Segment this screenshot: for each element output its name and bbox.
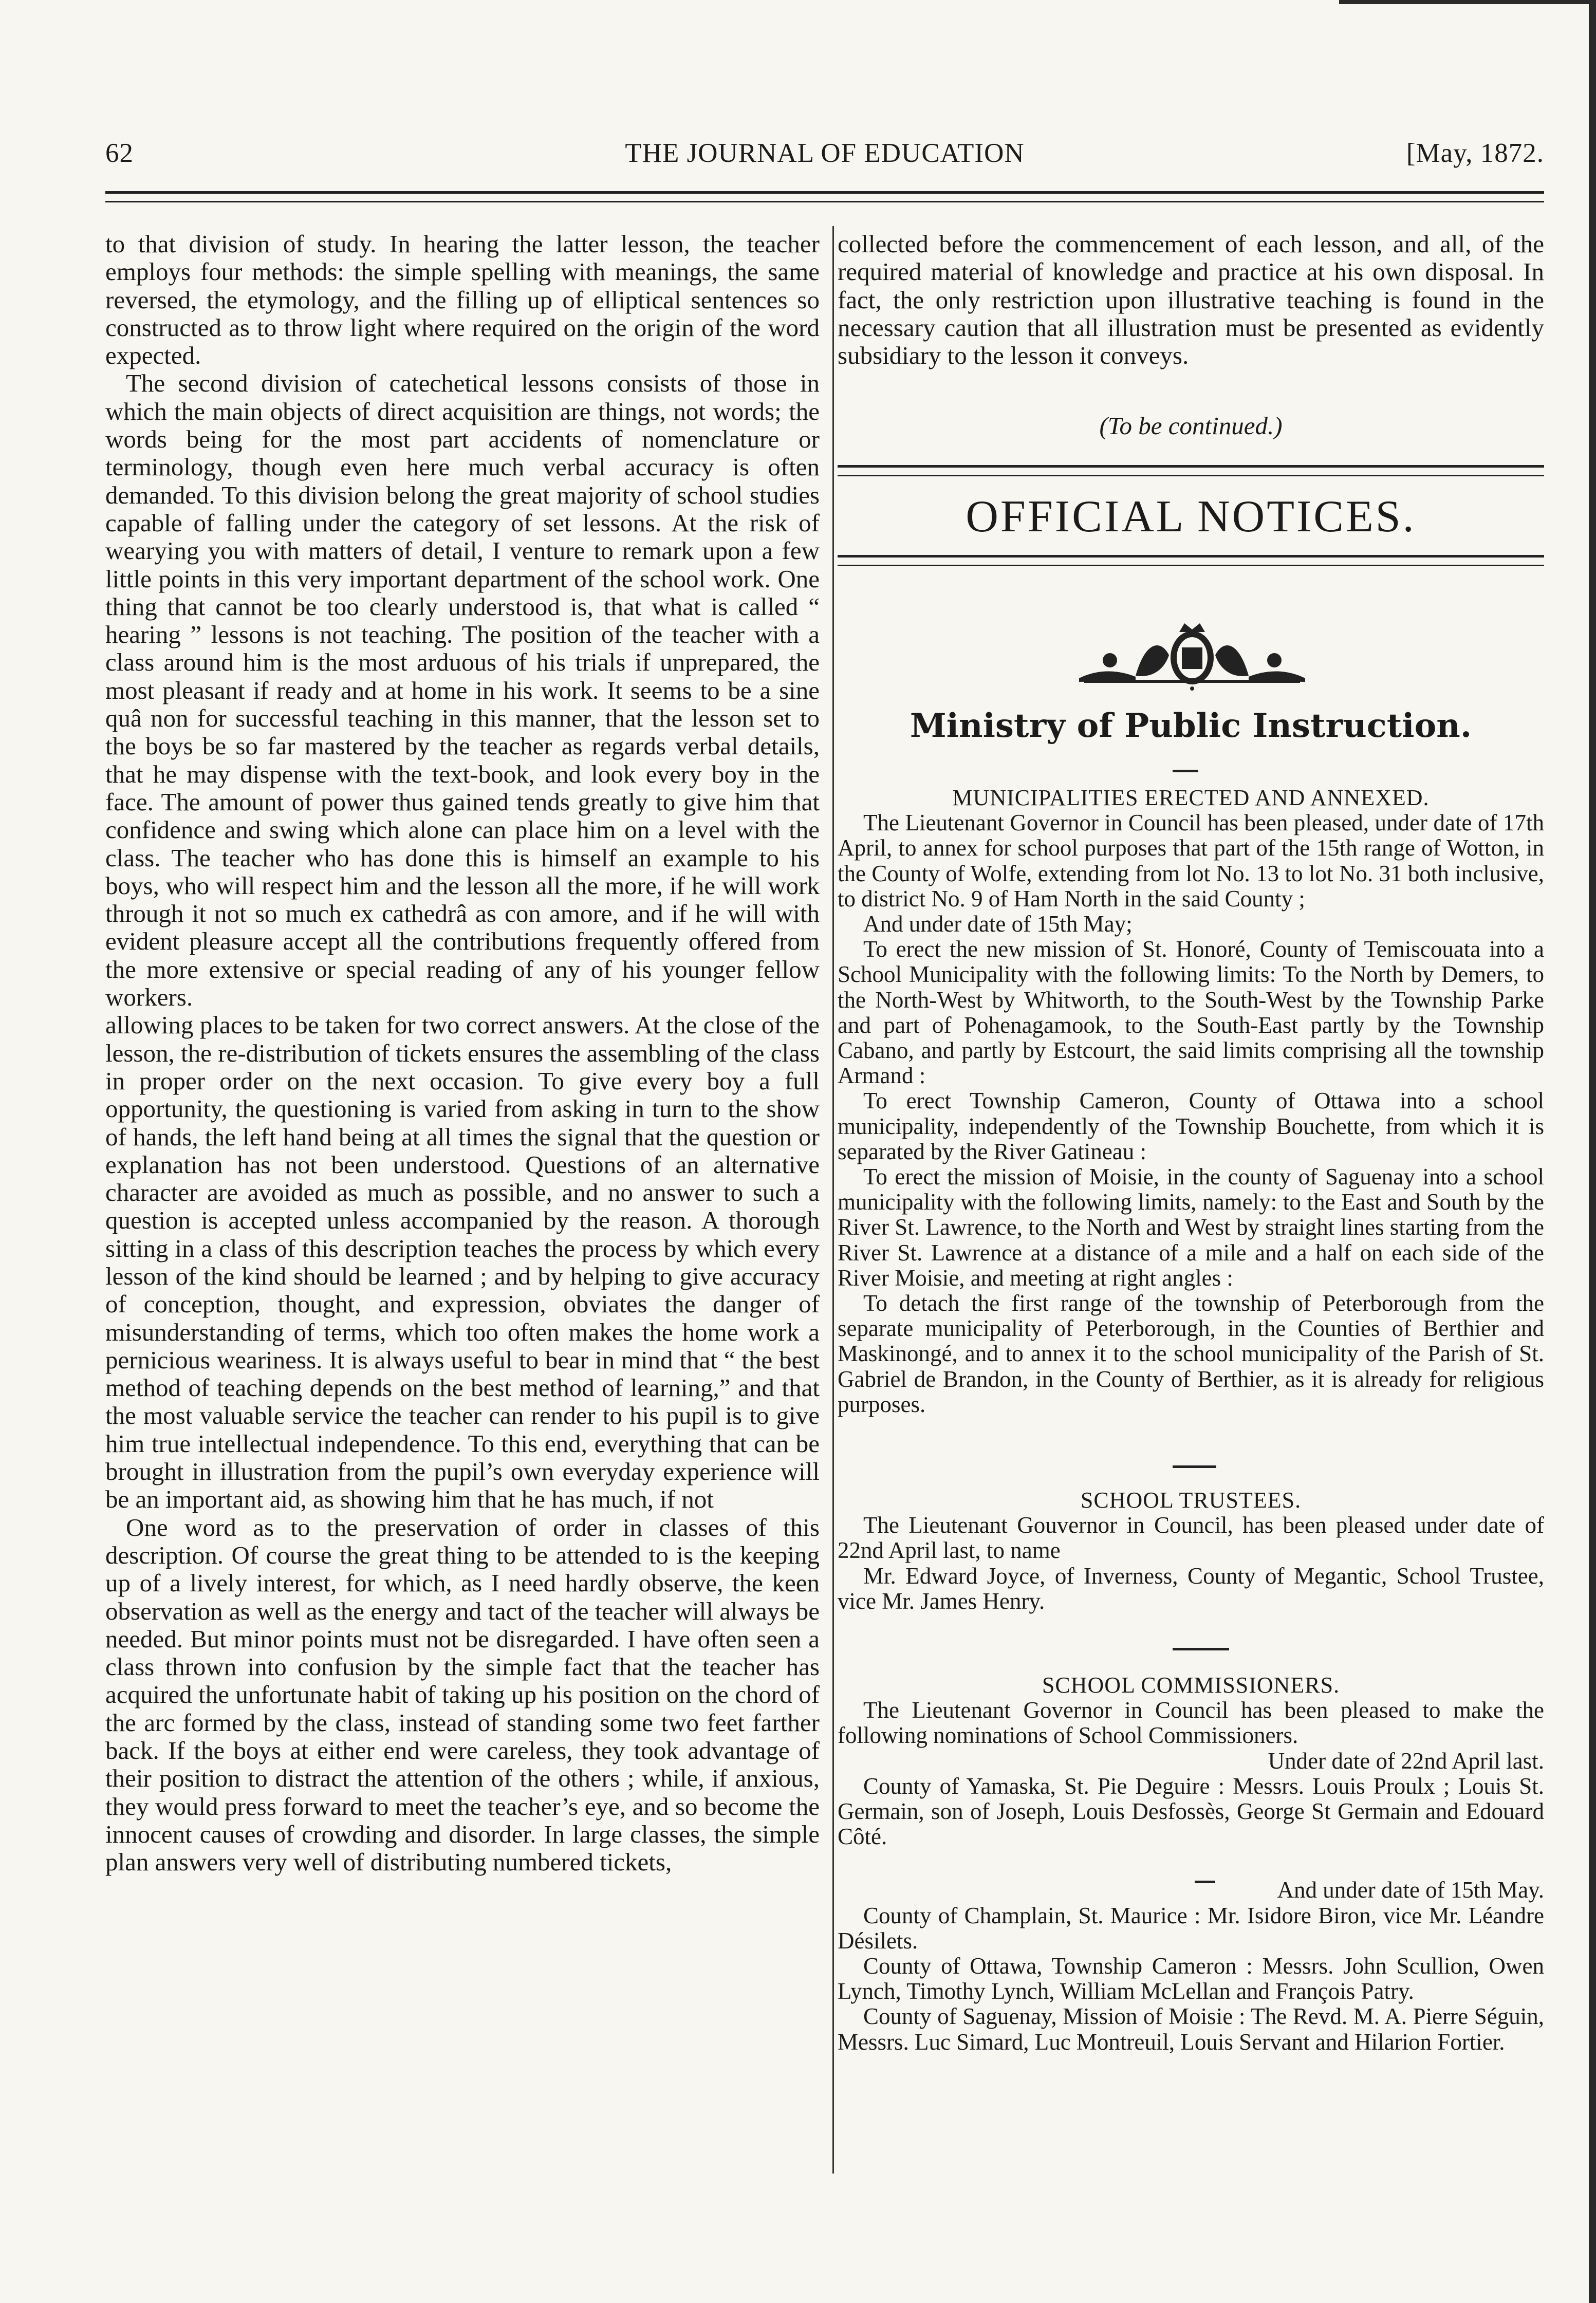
short-divider [1173, 1648, 1229, 1650]
notice-paragraph: Mr. Edward Joyce, of Inverness, County of Megantic, School Trustee, vice Mr. James Henry. [838, 1563, 1544, 1614]
official-notices-heading: OFFICIAL NOTICES. [966, 492, 1416, 542]
notice-paragraph: To erect the new mission of St. Honoré, County of Temiscouata into a School Municipality with the following limits: To the North by Demers, to the North-West by Whitworth, to the South-West by the Township Parke and part of Pohenagamook, to the South-East partly by the Township Cabano, and partly by Estcourt, the said limits comprising all the township Armand : [838, 936, 1544, 1089]
notice-paragraph: The Lieutenant Gouvernor in Council, has been pleased under date of 22nd April last, to name [838, 1512, 1544, 1564]
notice-paragraph: County of Champlain, St. Maurice : Mr. Isidore Biron, vice Mr. Léandre Désilets. [838, 1902, 1544, 1954]
header-rule [105, 191, 1544, 202]
notice-paragraph: To detach the first range of the township of Peterborough from the separate municipality of Peterborough, in the Counties of Berthier and Maskinongé, and to annex it to the school municipality of the Parish of St. Gabriel de Brandon, in the County of Berthier, as it is already for religious purposes. [838, 1290, 1544, 1417]
section-rule [838, 465, 1544, 476]
issue-date: [May, 1872. [1406, 138, 1544, 168]
royal-coat-of-arms-icon [1059, 619, 1326, 691]
trustees-section [838, 1488, 1544, 1614]
notice-paragraph: County of Yamaska, St. Pie Deguire : Messrs. Louis Proulx ; Louis St. Germain, son of Joseph, Louis Desfossès, George St Germain and Edouard Côté. [838, 1773, 1544, 1850]
running-header [105, 138, 1544, 179]
short-divider [1173, 1465, 1216, 1468]
column-divider [832, 226, 834, 2174]
commissioners-heading: SCHOOL COMMISSIONERS. [1042, 1673, 1340, 1698]
left-paragraph: to that division of study. In hearing the latter lesson, the teacher employs four methods: the simple spelling with meanings, the same reversed, the etymology, and the filling up of elliptical sentences so constructed as to throw light where required on the origin of the word expected. [105, 230, 820, 370]
municipalities-heading: MUNICIPALITIES ERECTED AND ANNEXED. [952, 785, 1430, 810]
right-column-intro [838, 230, 1544, 369]
left-column [105, 230, 820, 2178]
notice-paragraph: The Lieutenant Governor in Council has been pleased to make the following nominations of School Commissioners. [838, 1697, 1544, 1749]
trustees-heading: SCHOOL TRUSTEES. [1080, 1488, 1302, 1513]
notice-paragraph: County of Ottawa, Township Cameron : Messrs. John Scullion, Owen Lynch, Timothy Lynch, William McLellan and François Patry. [838, 1953, 1544, 2004]
short-divider [1195, 1881, 1215, 1883]
commissioners-section [838, 1673, 1544, 2055]
section-rule [838, 555, 1544, 566]
continuation-paragraph: collected before the commencement of each lesson, and all, of the required material of knowledge and practice at his own disposal. In fact, the only restriction upon illustrative teaching is found in the necessary caution that all illustration must be presented as evidently subsidiary to the lesson it conveys. [838, 230, 1544, 370]
left-paragraph: One word as to the preservation of order in classes of this description. Of course the great thing to be attended to is the keeping up of a lively interest, for which, as I need hardly observe, the keen observation as well as the energy and tact of the teacher will always be needed. But minor points must not be disregarded. I have often seen a class thrown into confusion by the simple fact that the teacher has acquired the unfortunate habit of taking up his position on the chord of the arc formed by the class, instead of standing some two feet farther back. If the boys at either end were careless, they took advantage of their position to distract the attention of the others ; while, if anxious, they would press forward to meet the teacher’s eye, and so become the innocent causes of crowding and disorder. In large classes, the simple plan answers very well of distributing numbered tickets, [105, 1513, 820, 1877]
ministry-heading: Ministry of Public Instruction. [910, 707, 1472, 745]
notice-date: Under date of 22nd April last. [1268, 1748, 1544, 1774]
left-paragraph: allowing places to be taken for two correct answers. At the close of the lesson, the re-distribution of tickets ensures the assembling of the class in proper order on the next occasion. To give every boy a full opportunity, the questioning is varied from asking in turn to the show of hands, the left hand being at all times the signal that the question or explanation has not been understood. Questions of an alternative character are avoided as much as possible, and no answer to such a question is accepted unless accompanied by the reason. A thorough sitting in a class of this description teaches the process by which every lesson of the kind should be learned ; and by helping to give accuracy of conception, thought, and expression, obviates the danger of misunderstanding of terms, which too often makes the home work a pernicious weariness. It is always useful to bear in mind that “ the best method of teaching depends on the best method of learning,” and that the most valuable service the teacher can render to his pupil is to give him true intellectual independence. To this end, everything that can be brought in illustration from the pupil’s own everyday experience will be an important aid, as showing him that he has much, if not [105, 1011, 820, 1514]
notice-paragraph: County of Saguenay, Mission of Moisie : The Revd. M. A. Pierre Séguin, Messrs. Luc Simard, Luc Montreuil, Louis Servant and Hilarion Fortier. [838, 2003, 1544, 2055]
page-edge [1589, 0, 1596, 2303]
short-divider [1173, 770, 1198, 772]
notice-date: And under date of 15th May. [1277, 1877, 1544, 1903]
page-number: 62 [105, 138, 134, 168]
notice-paragraph: To erect the mission of Moisie, in the county of Saguenay into a school municipality with the following limits, namely: to the East and South by the River St. Lawrence, to the North and West by straight lines starting from the River St. Lawrence at a distance of a mile and a half on each side of the River Moisie, and meeting at right angles : [838, 1164, 1544, 1291]
page-edge-top [1339, 0, 1596, 4]
notice-paragraph: And under date of 15th May; [863, 911, 1133, 937]
journal-title: THE JOURNAL OF EDUCATION [625, 138, 1025, 168]
municipalities-section [838, 785, 1544, 1417]
left-paragraph: The second division of catechetical lessons consists of those in which the main objects of direct acquisition are things, not words; the words being for the most part accidents of nomenclature or terminology, though even here much verbal accuracy is often demanded. To this division belong the great majority of school studies capable of falling under the category of set lessons. At the risk of wearying you with matters of detail, I venture to remark upon a few little points in this very important department of the school work. One thing that cannot be too clearly understood is, that what is called “ hearing ” lessons is not teaching. The position of the teacher with a class around him is the most arduous of his trials if unprepared, the most pleasant if ready and at home in his work. It seems to be a sine quâ non for successful teaching in this manner, that the lesson set to the boys be so far mastered by the teacher as regards verbal details, that he may dispense with the text-book, and look every boy in the face. The amount of power thus gained tends greatly to give him that confidence and swing which alone can place him on a level with the class. The teacher who has done this is himself an example to his boys, who will respect him and the lesson all the more, if he will work through it not so much ex cathedrâ as con amore, and if he will with evident pleasure accept all the contributions frequently offered from the more extensive or special reading of any of his younger fellow workers. [105, 369, 820, 1012]
notice-paragraph: To erect Township Cameron, County of Ottawa into a school municipality, independently of the Township Bouchette, from which it is separated by the River Gatineau : [838, 1088, 1544, 1164]
notice-paragraph: The Lieutenant Governor in Council has been pleased, under date of 17th April, to annex for school purposes that part of the 15th range of Wotton, in the County of Wolfe, extending from lot No. 13 to lot No. 31 both inclusive, to district No. 9 of Ham North in the said County ; [838, 810, 1544, 912]
to-be-continued: (To be continued.) [1099, 412, 1283, 440]
